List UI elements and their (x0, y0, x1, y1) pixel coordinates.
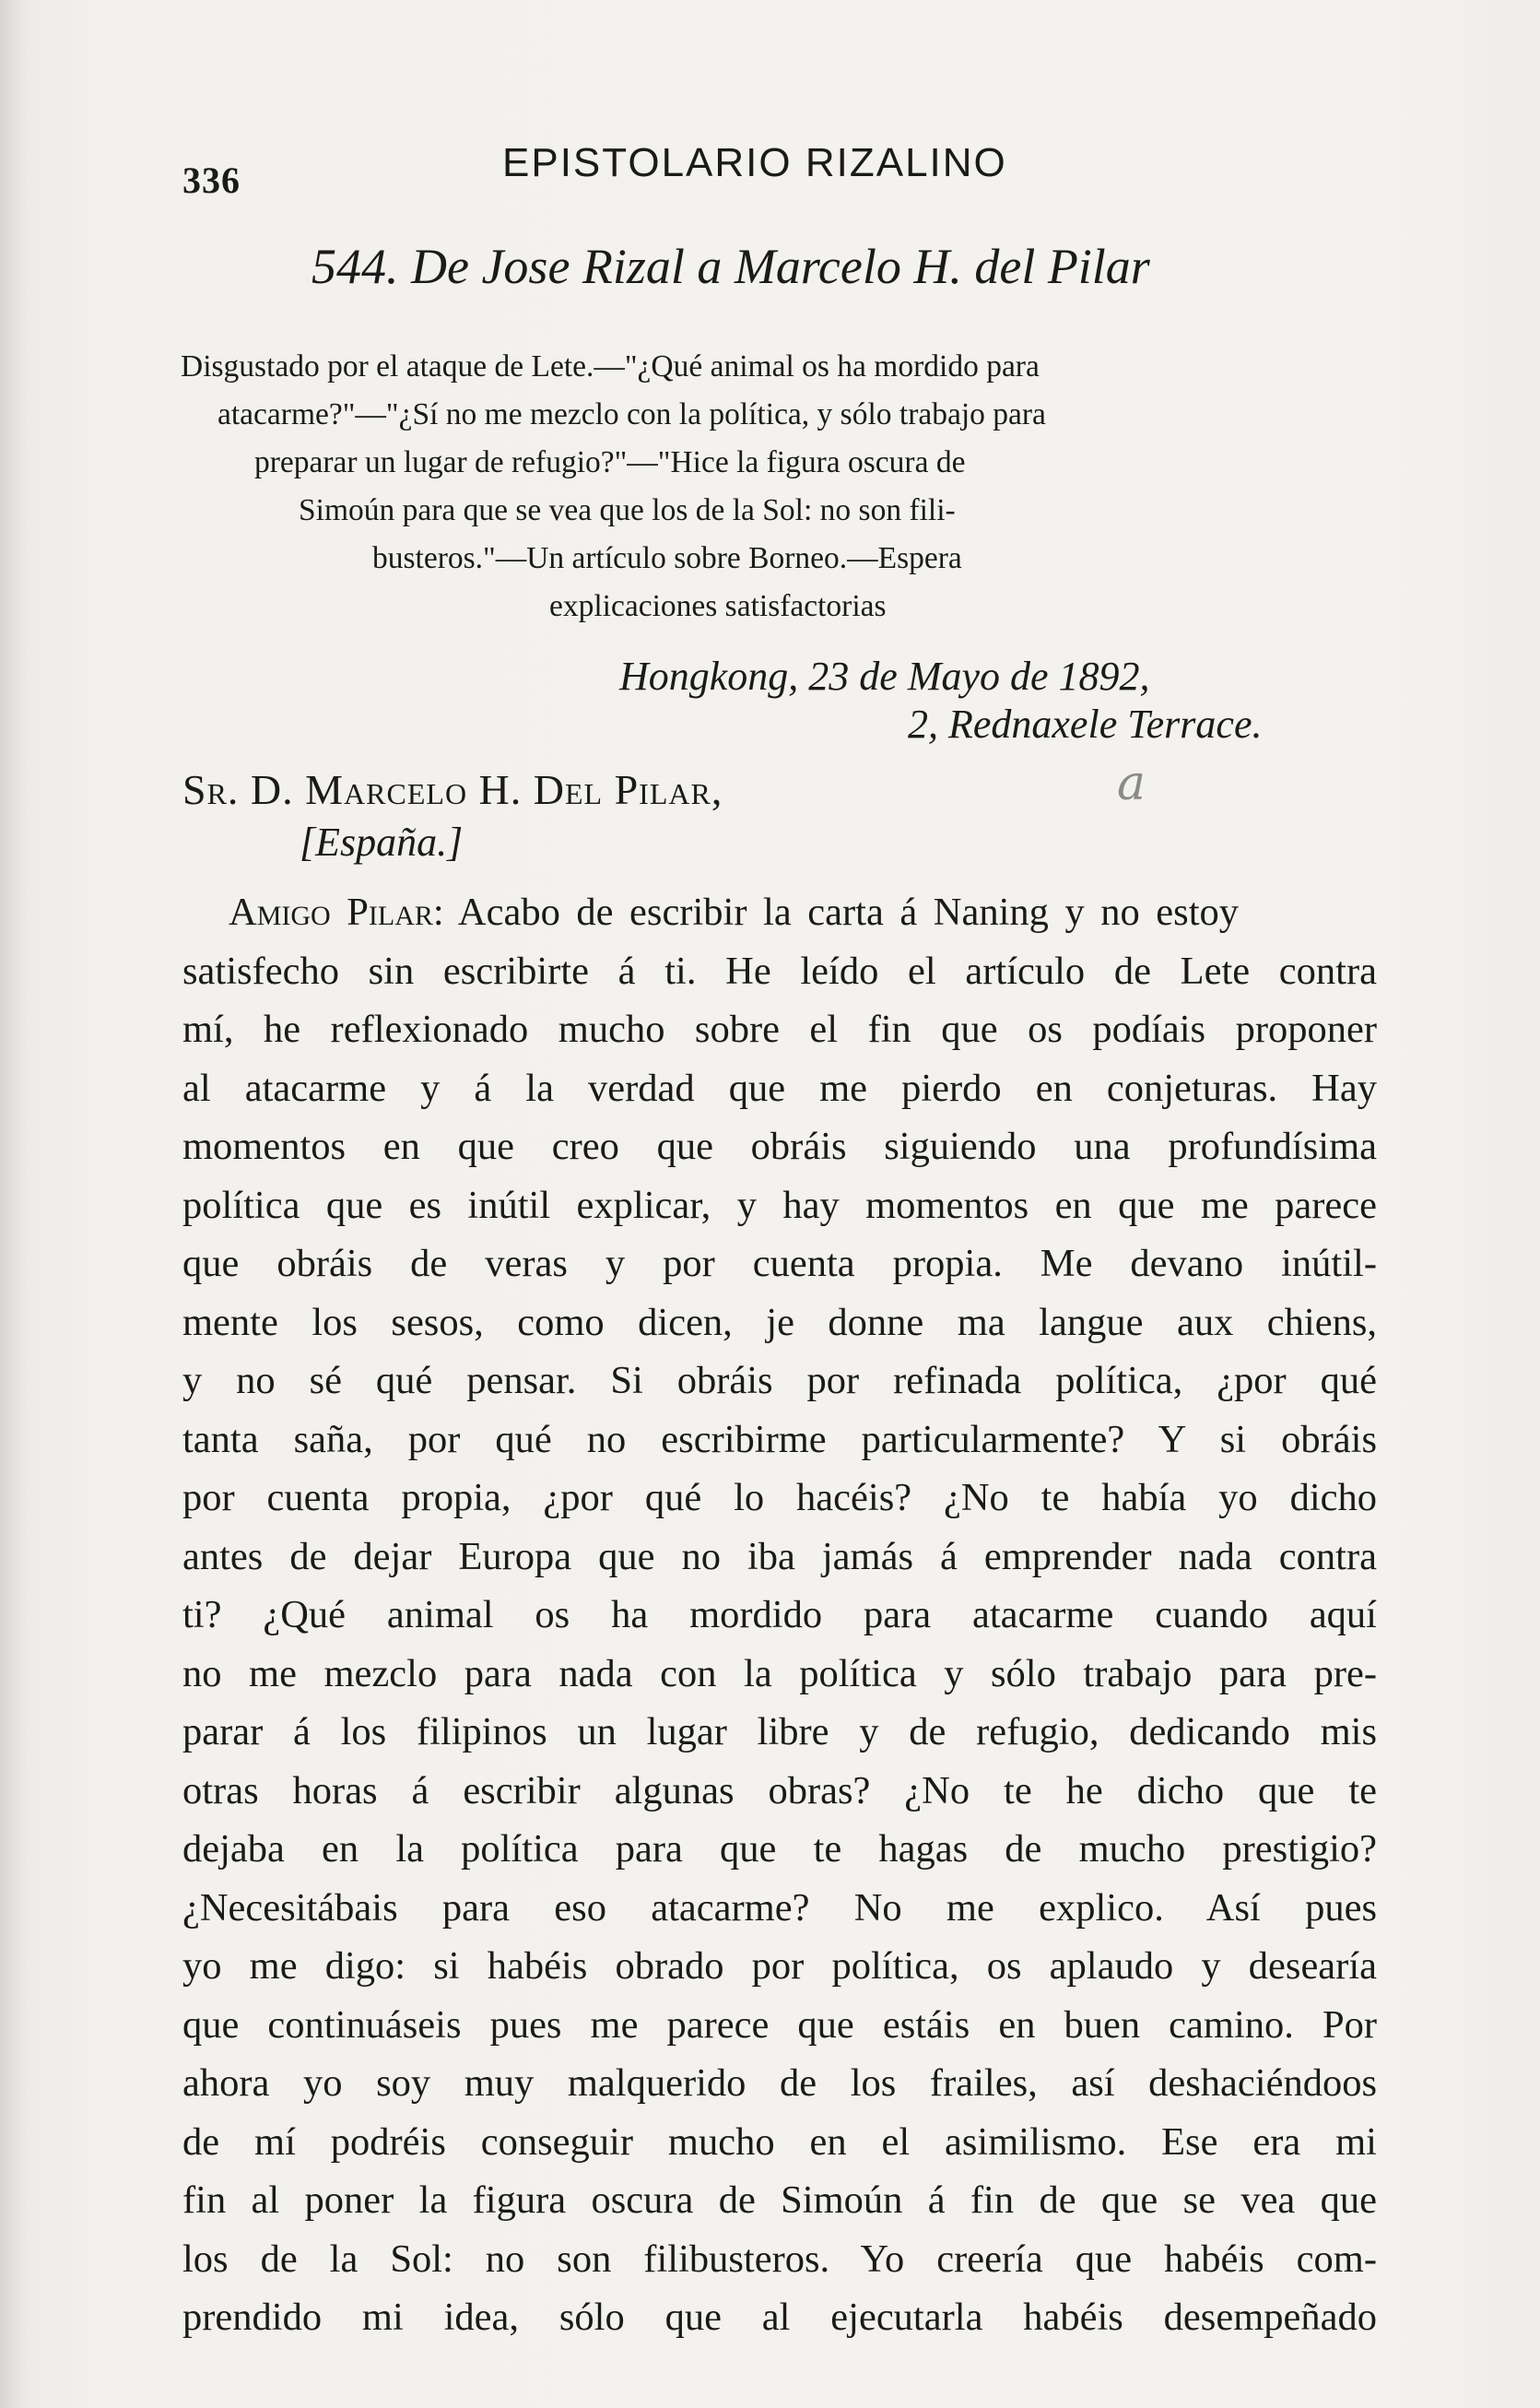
body-line: Acabo de escribir la carta á Naning y no estoy (457, 891, 1240, 934)
body-line: por cuenta propia, ¿por qué lo hacéis? ¿No te había yo dicho (182, 1476, 1377, 1519)
body-line: antes de dejar Europa que no iba jamás á emprender nada contra (182, 1534, 1377, 1578)
body-line: fin al poner la figura oscura de Simoún á fin de que se vea que (182, 2178, 1377, 2222)
body-line: ahora yo soy muy malquerido de los frailes, así deshaciéndoos (182, 2061, 1377, 2105)
body-line: que continuáseis pues me parece que estáis en buen camino. Por (182, 2002, 1377, 2047)
body-line: política que es inútil explicar, y hay momentos en que me parece (182, 1183, 1377, 1227)
body-line: satisfecho sin escribirte á ti. He leído el artículo de Lete contra (182, 949, 1377, 993)
salutation: Amigo Pilar: (229, 891, 444, 934)
body-line: y no sé qué pensar. Si obráis por refinada política, ¿por qué (182, 1359, 1377, 1402)
body-line: dejaba en la política para que te hagas de mucho prestigio? (182, 1827, 1377, 1871)
summary-line: atacarme?"—"¿Sí no me mezclo con la política, y sólo trabajo para (217, 397, 1046, 431)
body-line: otras horas á escribir algunas obras? ¿No te he dicho que te (182, 1768, 1377, 1812)
body-line: de mí podréis conseguir mucho en el asimilismo. Ese era mi (182, 2119, 1377, 2164)
body-line: mí, he reflexionado mucho sobre el fin que os podíais proponer (182, 1008, 1377, 1051)
handwritten-marginal-note: a (1117, 756, 1146, 811)
body-line: yo me digo: si habéis obrado por política, os aplaudo y desearía (182, 1944, 1377, 1988)
body-line: al atacarme y á la verdad que me pierdo en conjeturas. Hay (182, 1066, 1377, 1110)
body-line: no me mezclo para nada con la política y sólo trabajo para pre- (182, 1651, 1377, 1695)
summary-line: explicaciones satisfactorias (549, 589, 887, 623)
summary-line: busteros."—Un artículo sobre Borneo.—Espera (372, 541, 962, 575)
letter-summary (181, 343, 1360, 631)
address-line: 2, Rednaxele Terrace. (908, 702, 1263, 747)
body-line: mente los sesos, como dicen, je donne ma langue aux chiens, (182, 1300, 1377, 1344)
place-date: Hongkong, 23 de Mayo de 1892, (619, 654, 1150, 699)
body-line: tanta saña, por qué no escribirme particularmente? Y si obráis (182, 1417, 1377, 1461)
page-number: 336 (182, 159, 241, 201)
body-line: los de la Sol: no son filibusteros. Yo creería que habéis com- (182, 2237, 1377, 2281)
body-line: momentos en que creo que obráis siguiendo una profundísima (182, 1125, 1377, 1168)
summary-line: preparar un lugar de refugio?"—"Hice la figura oscura de (254, 445, 966, 479)
recipient-name: Sr. D. Marcelo H. Del Pilar, (182, 766, 723, 813)
body-line: parar á los filipinos un lugar libre y de refugio, dedicando mis (182, 1710, 1377, 1753)
body-line: ¿Necesitábais para eso atacarme? No me explico. Así pues (182, 1885, 1377, 1930)
summary-line: Simoún para que se vea que los de la Sol: no son fili- (299, 493, 956, 527)
body-first-line (182, 883, 1239, 942)
body-line: prendido mi idea, sólo que al ejecutarla habéis desempeñado (182, 2296, 1377, 2339)
letter-title: 544. De Jose Rizal a Marcelo H. del Pilar (312, 239, 1150, 294)
body-line: que obráis de veras y por cuenta propia. Me devano inútil- (182, 1242, 1377, 1285)
recipient-country: [España.] (300, 820, 464, 865)
running-head: EPISTOLARIO RIZALINO (502, 140, 1007, 185)
summary-line: Disgustado por el ataque de Lete.—"¿Qué animal os ha mordido para (181, 349, 1040, 384)
letter-body (182, 883, 1381, 2347)
body-line: ti? ¿Qué animal os ha mordido para atacarme cuando aquí (182, 1593, 1377, 1636)
